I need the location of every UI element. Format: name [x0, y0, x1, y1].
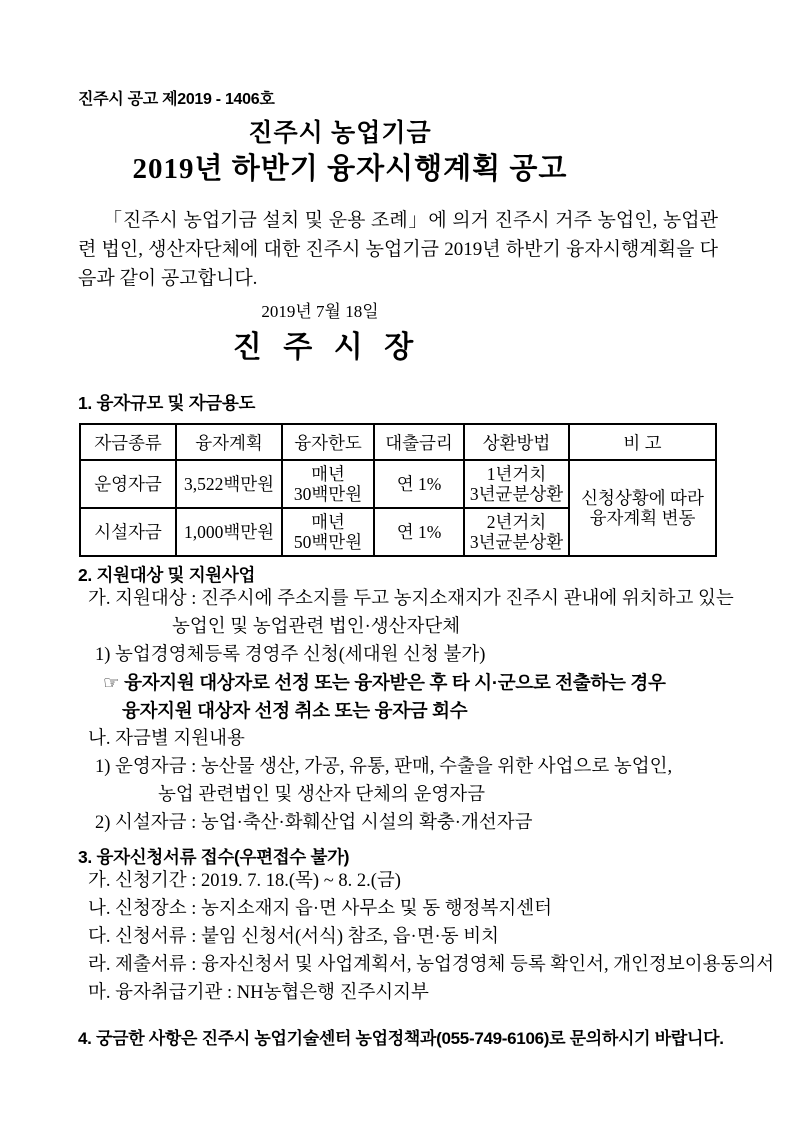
- table-header-cell: 융자계획: [176, 424, 282, 460]
- table-cell-remarks: 신청상황에 따라 융자계획 변동: [569, 460, 716, 556]
- notice-date: 2019년 7월 18일: [261, 302, 379, 321]
- intro-paragraph: 「진주시 농업기금 설치 및 운용 조례」에 의거 진주시 거주 농업인, 농업관련 법인, 생산자단체에 대한 진주시 농업기금 2019년 하반기 융자시행계획을 다음과 같이 공고합니다.: [78, 210, 718, 289]
- list-line-required-documents: 라. 제출서류 : 융자신청서 및 사업계획서, 농업경영체 등록 확인서, 개인정보이용동의서: [88, 955, 775, 975]
- table-header-row: [80, 424, 716, 460]
- section-1-heading: 1. 융자규모 및 자금용도: [78, 393, 256, 413]
- section-2-body: [78, 585, 734, 837]
- loan-table: [79, 423, 717, 557]
- table-cell-repayment: 1년거치 3년균분상환: [464, 460, 569, 508]
- table-cell-interest-rate: 연 1%: [374, 460, 464, 508]
- section-2-heading: 2. 지원대상 및 지원사업: [78, 565, 256, 585]
- list-line-warning: ☞ 융자지원 대상자로 선정 또는 융자받은 후 타 시·군으로 전출하는 경우: [103, 672, 666, 693]
- list-line-operating-fund-cont: 농업 관련법인 및 생산자 단체의 운영자금: [158, 785, 485, 805]
- table-header-cell: 대출금리: [374, 424, 464, 460]
- notice-number: 진주시 공고 제2019 - 1406호: [78, 91, 275, 108]
- table-cell-loan-plan: 3,522백만원: [176, 460, 282, 508]
- list-line-application-period: 가. 신청기간 : 2019. 7. 18.(목) ~ 8. 2.(금): [88, 871, 401, 891]
- table-cell-interest-rate: 연 1%: [374, 508, 464, 556]
- table-header-cell: 비 고: [569, 424, 716, 460]
- table-cell-fund-type: 시설자금: [80, 508, 176, 556]
- list-line-support-target-cont: 농업인 및 농업관련 법인·생산자단체: [172, 617, 461, 637]
- table-header-cell: 상환방법: [464, 424, 569, 460]
- table-header-cell: 자금종류: [80, 424, 176, 460]
- section-4-contact: 4. 궁금한 사항은 진주시 농업기술센터 농업정책과(055-749-6106)로 문의하시기 바랍니다.: [78, 1029, 724, 1048]
- table-cell-loan-limit: 매년 30백만원: [282, 460, 374, 508]
- issuer-name: 진 주 시 장: [232, 331, 414, 364]
- document-title: 진주시 농업기금: [248, 120, 432, 147]
- list-line-facility-fund: 2) 시설자금 : 농업·축산·화훼산업 시설의 확충·개선자금: [95, 813, 533, 833]
- document-subtitle: 2019년 하반기 융자시행계획 공고: [132, 153, 568, 185]
- section-3-body: [78, 867, 775, 1007]
- list-line-application-forms: 다. 신청서류 : 붙임 신청서(서식) 참조, 읍·면·동 비치: [88, 927, 499, 947]
- list-line-application-place: 나. 신청장소 : 농지소재지 읍·면 사무소 및 동 행정복지센터: [88, 899, 552, 919]
- table-cell-loan-limit: 매년 50백만원: [282, 508, 374, 556]
- table-cell-fund-type: 운영자금: [80, 460, 176, 508]
- list-line-handling-bank: 마. 융자취급기관 : NH농협은행 진주시지부: [88, 983, 429, 1003]
- list-line-fund-details-heading: 나. 자금별 지원내용: [88, 729, 245, 749]
- table-row: [80, 460, 716, 508]
- section-3-heading: 3. 융자신청서류 접수(우편접수 불가): [78, 847, 350, 867]
- table-cell-repayment: 2년거치 3년균분상환: [464, 508, 569, 556]
- table-cell-loan-plan: 1,000백만원: [176, 508, 282, 556]
- table-header-cell: 융자한도: [282, 424, 374, 460]
- list-line-warning-cont: 융자지원 대상자 선정 취소 또는 융자금 회수: [122, 700, 468, 721]
- list-line-operating-fund: 1) 운영자금 : 농산물 생산, 가공, 유통, 판매, 수출을 위한 사업으로 농업인,: [95, 757, 673, 777]
- list-line-support-target: 가. 지원대상 : 진주시에 주소지를 두고 농지소재지가 진주시 관내에 위치하고 있는: [88, 589, 734, 609]
- list-line-registration: 1) 농업경영체등록 경영주 신청(세대원 신청 불가): [95, 645, 486, 665]
